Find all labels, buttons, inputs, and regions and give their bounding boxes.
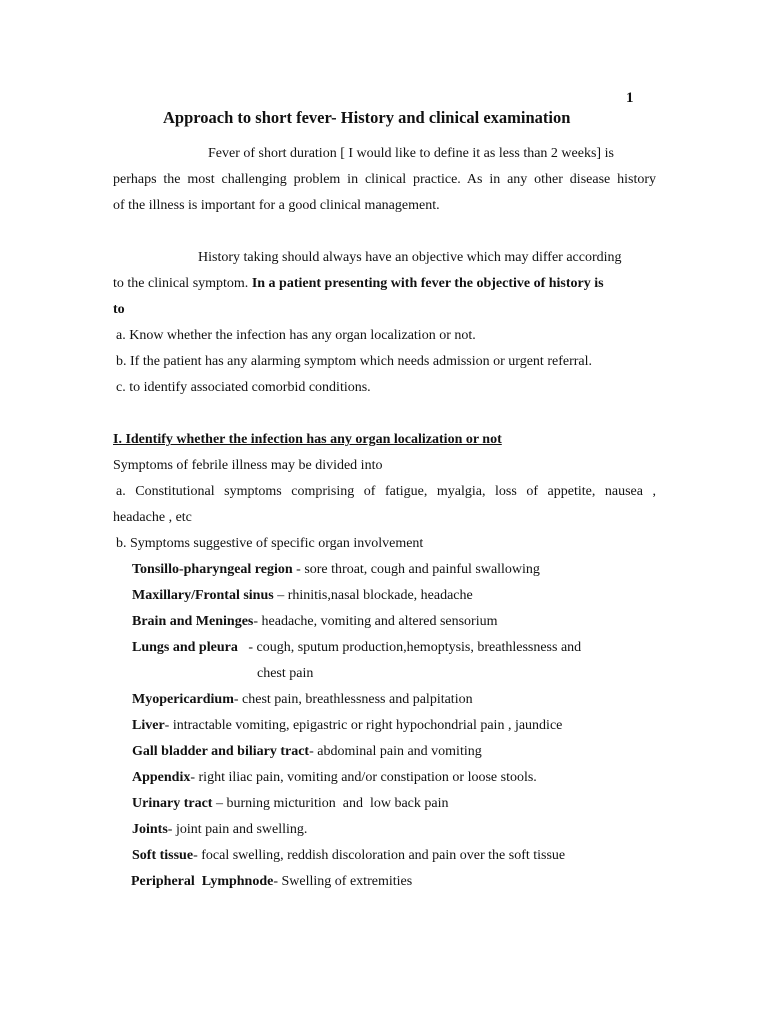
organ-name: Joints (132, 822, 168, 837)
organ-item (132, 717, 562, 735)
objective-line-1: History taking should always have an objective which may differ according (198, 250, 622, 265)
page-number: 1 (626, 90, 634, 106)
organ-desc: - headache, vomiting and altered sensorium (253, 614, 498, 629)
intro-line-1: Fever of short duration [ I would like to define it as less than 2 weeks] is (208, 146, 614, 161)
objective-item-c: c. to identify associated comorbid conditions. (116, 380, 371, 395)
organ-desc: – rhinitis,nasal blockade, headache (273, 588, 473, 603)
organ-name: Myopericardium (132, 692, 234, 707)
organ-item (132, 691, 473, 709)
organ-name: Peripheral Lymphnode (131, 874, 274, 889)
organ-name: Brain and Meninges (132, 614, 254, 629)
organ-item (132, 847, 565, 865)
document-title: Approach to short fever- History and clinical examination (163, 108, 571, 127)
objective-line-2-bold: In a patient presenting with fever the objective of history is (251, 276, 604, 291)
objective-item-a: a. Know whether the infection has any organ localization or not. (116, 328, 476, 343)
organ-name: Tonsillo-pharyngeal region (132, 562, 293, 577)
objective-item-b: b. If the patient has any alarming symptom which needs admission or urgent referral. (116, 354, 592, 369)
organ-desc: - right iliac pain, vomiting and/or constipation or loose stools. (190, 770, 537, 785)
organ-item (132, 587, 473, 605)
organ-desc: - abdominal pain and vomiting (309, 744, 482, 759)
intro-line-3: of the illness is important for a good clinical management. (113, 198, 440, 213)
organ-item (132, 639, 581, 657)
section-intro: Symptoms of febrile illness may be divided into (113, 458, 383, 473)
objective-line-2 (113, 275, 604, 293)
section-item-a-line-2: headache , etc (113, 510, 192, 525)
organ-desc: – burning micturition and low back pain (212, 796, 449, 811)
organ-item (132, 613, 498, 631)
organ-item (132, 561, 540, 579)
intro-line-2: perhaps the most challenging problem in clinical practice. As in any other disease history (113, 172, 656, 187)
organ-name: Liver (132, 718, 165, 733)
organ-name: Soft tissue (132, 848, 194, 863)
section-heading: I. Identify whether the infection has any organ localization or not (113, 432, 502, 447)
organ-item (131, 873, 412, 891)
organ-desc: - chest pain, breathlessness and palpitation (233, 692, 473, 707)
organ-name: Maxillary/Frontal sinus (132, 588, 274, 603)
objective-line-2-normal: to the clinical symptom. (113, 276, 252, 291)
organ-name: Urinary tract (132, 796, 213, 811)
organ-item (132, 821, 307, 839)
organ-desc: - joint pain and swelling. (167, 822, 308, 837)
organ-item (132, 795, 448, 813)
organ-desc: - sore throat, cough and painful swallowing (292, 562, 540, 577)
organ-desc: - cough, sputum production,hemoptysis, breathlessness and (237, 640, 582, 655)
organ-name: Gall bladder and biliary tract (132, 744, 310, 759)
section-item-b: b. Symptoms suggestive of specific organ involvement (116, 536, 424, 551)
organ-desc: - focal swelling, reddish discoloration and pain over the soft tissue (193, 848, 566, 863)
organ-name: Lungs and pleura (132, 640, 238, 655)
organ-desc-continued: chest pain (257, 666, 314, 681)
organ-name: Appendix (132, 770, 191, 785)
organ-desc: - intractable vomiting, epigastric or right hypochondrial pain , jaundice (164, 718, 563, 733)
section-item-a-line-1: a. Constitutional symptoms comprising of fatigue, myalgia, loss of appetite, nausea , (116, 484, 656, 499)
organ-desc: - Swelling of extremities (273, 874, 413, 889)
objective-line-3: to (113, 302, 125, 317)
organ-item (132, 743, 482, 761)
organ-item (132, 769, 537, 787)
